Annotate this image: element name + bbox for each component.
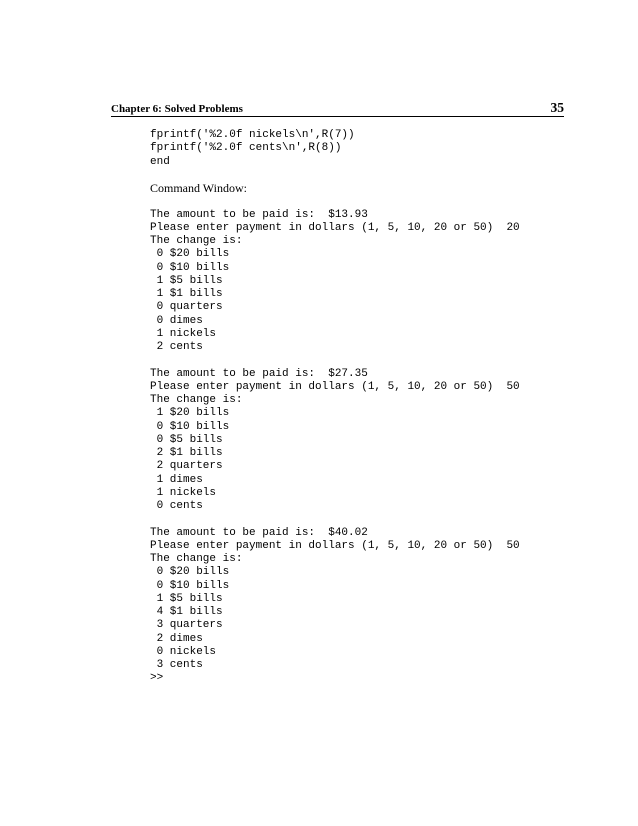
output-line: 3 quarters (150, 619, 223, 632)
command-window-run-3 (150, 527, 570, 686)
output-line: 1 $5 bills (150, 274, 223, 287)
output-line: The amount to be paid is: $13.93 (150, 208, 368, 221)
output-line: 0 nickels (150, 645, 217, 658)
output-line: Please enter payment in dollars (1, 5, 10, 20 or 50) 50 (150, 380, 520, 393)
output-line: 2 quarters (150, 460, 223, 473)
chapter-title: Chapter 6: Solved Problems (111, 103, 243, 115)
output-line: 0 $20 bills (150, 248, 230, 261)
output-line: 1 $1 bills (150, 288, 223, 300)
page-number: 35 (550, 100, 564, 115)
page-header (111, 99, 564, 117)
output-line: 0 $20 bills (150, 566, 230, 579)
command-prompt: >> (150, 672, 164, 685)
output-line: 3 cents (150, 659, 203, 671)
output-line: 4 $1 bills (150, 606, 223, 618)
page-content (150, 129, 570, 686)
output-line: The amount to be paid is: $27.35 (150, 367, 368, 380)
code-line: fprintf('%2.0f nickels\n',R(7)) (150, 129, 355, 141)
output-line: The change is: (150, 235, 243, 247)
output-line: 0 cents (150, 500, 203, 512)
output-line: 0 $10 bills (150, 579, 230, 592)
output-line: 1 dimes (150, 473, 203, 486)
output-line: 1 $5 bills (150, 592, 223, 605)
output-line: Please enter payment in dollars (1, 5, 10, 20 or 50) 50 (150, 539, 520, 552)
output-line: 1 nickels (150, 327, 217, 340)
command-window-run-2 (150, 368, 570, 514)
command-window-run-1 (150, 209, 570, 355)
output-line: 0 $10 bills (150, 420, 230, 433)
output-line: 2 dimes (150, 632, 203, 645)
command-window-label: Command Window: (150, 181, 247, 195)
code-line: fprintf('%2.0f cents\n',R(8)) (150, 142, 342, 155)
output-line: 2 $1 bills (150, 447, 223, 459)
output-line: 0 dimes (150, 314, 203, 327)
output-line: 0 $5 bills (150, 433, 223, 446)
output-line: 1 $20 bills (150, 407, 230, 420)
code-line: end (150, 155, 170, 168)
output-line: The change is: (150, 553, 243, 565)
output-line: 2 cents (150, 341, 203, 353)
output-line: The amount to be paid is: $40.02 (150, 526, 368, 539)
output-line: Please enter payment in dollars (1, 5, 10, 20 or 50) 20 (150, 221, 520, 234)
output-line: 0 quarters (150, 301, 223, 314)
code-listing (150, 129, 570, 169)
output-line: 0 $10 bills (150, 261, 230, 274)
output-line: The change is: (150, 394, 243, 406)
output-line: 1 nickels (150, 486, 217, 499)
